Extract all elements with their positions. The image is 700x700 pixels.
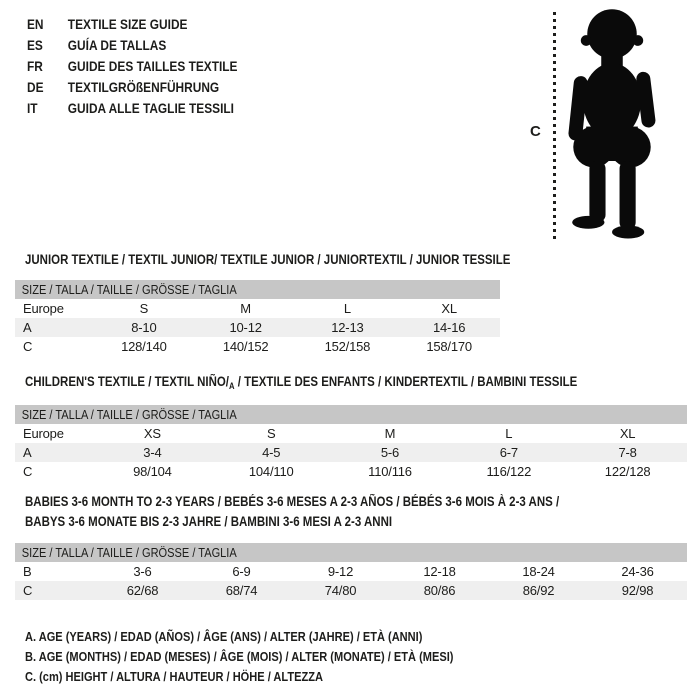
legend-notes	[25, 627, 529, 687]
cell: 5-6	[380, 445, 400, 460]
row-label: C	[23, 464, 33, 479]
cell: 7-8	[618, 445, 637, 460]
cell: 128/140	[121, 339, 167, 354]
title-part-pre: CHILDREN'S TEXTILE / TEXTIL NIÑO/	[25, 374, 229, 389]
row-label: C	[23, 339, 33, 354]
language-label: GUIDA ALLE TAGLIE TESSILI	[67, 99, 234, 116]
size-table-babies	[15, 543, 687, 600]
section-title-line1: BABIES 3-6 MONTH TO 2-3 YEARS / BEBÉS 3-6 MESES A 2-3 AÑOS / BÉBÉS 3-6 MOIS À 2-3 ANS /	[25, 494, 560, 509]
size-header-bar	[15, 280, 500, 299]
cell: 8-10	[131, 320, 157, 335]
language-code: ES	[27, 36, 43, 53]
cell: M	[240, 301, 251, 316]
language-code: IT	[27, 99, 38, 116]
cell: 122/128	[604, 464, 651, 479]
cell: 14-16	[433, 320, 466, 335]
section-title-children	[25, 372, 675, 396]
row-label: Europe	[23, 426, 64, 441]
table-row-height	[15, 462, 687, 481]
cell: M	[384, 426, 396, 441]
cell: 152/158	[324, 339, 371, 354]
cell: 74/80	[324, 583, 357, 598]
language-code: FR	[27, 57, 43, 74]
cell: 116/122	[486, 464, 532, 479]
language-row-es	[27, 34, 238, 55]
size-header-bar	[15, 405, 687, 424]
cell: S	[266, 426, 276, 441]
section-title-text	[25, 372, 577, 396]
cell: 140/152	[222, 339, 269, 354]
row-label: A	[23, 445, 32, 460]
cell: XL	[619, 426, 636, 441]
language-row-it	[27, 97, 238, 118]
size-header-text: SIZE / TALLA / TAILLE / GRÖSSE / TAGLIA	[21, 282, 237, 297]
table-row-age	[15, 318, 500, 337]
language-label: GUÍA DE TALLAS	[67, 36, 167, 53]
section-title-text: JUNIOR TEXTILE / TEXTIL JUNIOR/ TEXTILE JUNIOR / JUNIORTEXTIL / JUNIOR TESSILE	[25, 252, 511, 267]
cell: 3-4	[143, 445, 162, 460]
language-label: GUIDE DES TAILLES TEXTILE	[67, 57, 238, 74]
note-line-b	[25, 647, 529, 667]
section-title-babies	[25, 492, 653, 532]
cell: 98/104	[133, 464, 172, 479]
size-table-children	[15, 405, 687, 481]
language-code: DE	[27, 78, 44, 95]
cell: L	[505, 426, 513, 441]
cell: XL	[441, 301, 457, 316]
cell: 4-5	[262, 445, 281, 460]
language-row-de	[27, 76, 238, 97]
cell: 6-7	[499, 445, 518, 460]
table-row-height	[15, 337, 500, 356]
note-text: A. AGE (YEARS) / EDAD (AÑOS) / ÂGE (ANS) / ALTER (JAHRE) / ETÀ (ANNI)	[25, 629, 423, 644]
size-header-text: SIZE / TALLA / TAILLE / GRÖSSE / TAGLIA	[21, 545, 237, 560]
cell: 12-18	[423, 564, 456, 579]
language-row-fr	[27, 55, 238, 76]
height-measure-label: C	[530, 123, 541, 140]
cell: 18-24	[522, 564, 555, 579]
language-label: TEXTILE SIZE GUIDE	[67, 15, 188, 32]
height-measure-dotted-line	[553, 12, 556, 242]
language-label: TEXTILGRÖßENFÜHRUNG	[67, 78, 220, 95]
title-part-post: / TEXTILE DES ENFANTS / KINDERTEXTIL / BAMBINI TESSILE	[234, 374, 578, 389]
cell: 62/68	[126, 583, 159, 598]
row-label: A	[23, 320, 32, 335]
cell: L	[343, 301, 351, 316]
cell: 10-12	[229, 320, 262, 335]
size-table-junior	[15, 280, 500, 356]
row-label: B	[23, 564, 32, 579]
cell: 12-13	[331, 320, 364, 335]
cell: 158/170	[426, 339, 472, 354]
section-title-junior	[25, 250, 596, 270]
cell: 110/116	[368, 464, 412, 479]
cell: 68/74	[225, 583, 258, 598]
size-header-bar	[15, 543, 687, 562]
size-header-text: SIZE / TALLA / TAILLE / GRÖSSE / TAGLIA	[21, 407, 237, 422]
table-row-height	[15, 581, 687, 600]
row-label: Europe	[23, 301, 64, 316]
section-title-line2: BABYS 3-6 MONATE BIS 2-3 JAHRE / BAMBINI 3-6 MESI A 2-3 ANNI	[25, 514, 393, 529]
cell: 104/110	[248, 464, 294, 479]
language-code: EN	[27, 15, 44, 32]
row-label: C	[23, 583, 33, 598]
language-row-en	[27, 13, 238, 34]
table-row-age	[15, 443, 687, 462]
cell: 86/92	[522, 583, 555, 598]
language-list	[27, 13, 275, 118]
note-line-a	[25, 627, 529, 647]
toddler-silhouette	[558, 5, 666, 246]
title-part-sub: A	[228, 381, 235, 391]
cell: 6-9	[232, 564, 251, 579]
note-text: C. (cm) HEIGHT / ALTURA / HAUTEUR / HÖHE / ALTEZZA	[25, 669, 323, 684]
table-row-europe	[15, 299, 500, 318]
cell: S	[139, 301, 149, 316]
note-line-c	[25, 667, 529, 687]
cell: 24-36	[621, 564, 654, 579]
cell: XS	[143, 426, 161, 441]
table-row-months	[15, 562, 687, 581]
cell: 3-6	[133, 564, 152, 579]
cell: 80/86	[423, 583, 456, 598]
cell: 92/98	[621, 583, 654, 598]
note-text: B. AGE (MONTHS) / EDAD (MESES) / ÂGE (MOIS) / ALTER (MONATE) / ETÀ (MESI)	[25, 649, 454, 664]
table-row-europe	[15, 424, 687, 443]
cell: 9-12	[327, 564, 354, 579]
